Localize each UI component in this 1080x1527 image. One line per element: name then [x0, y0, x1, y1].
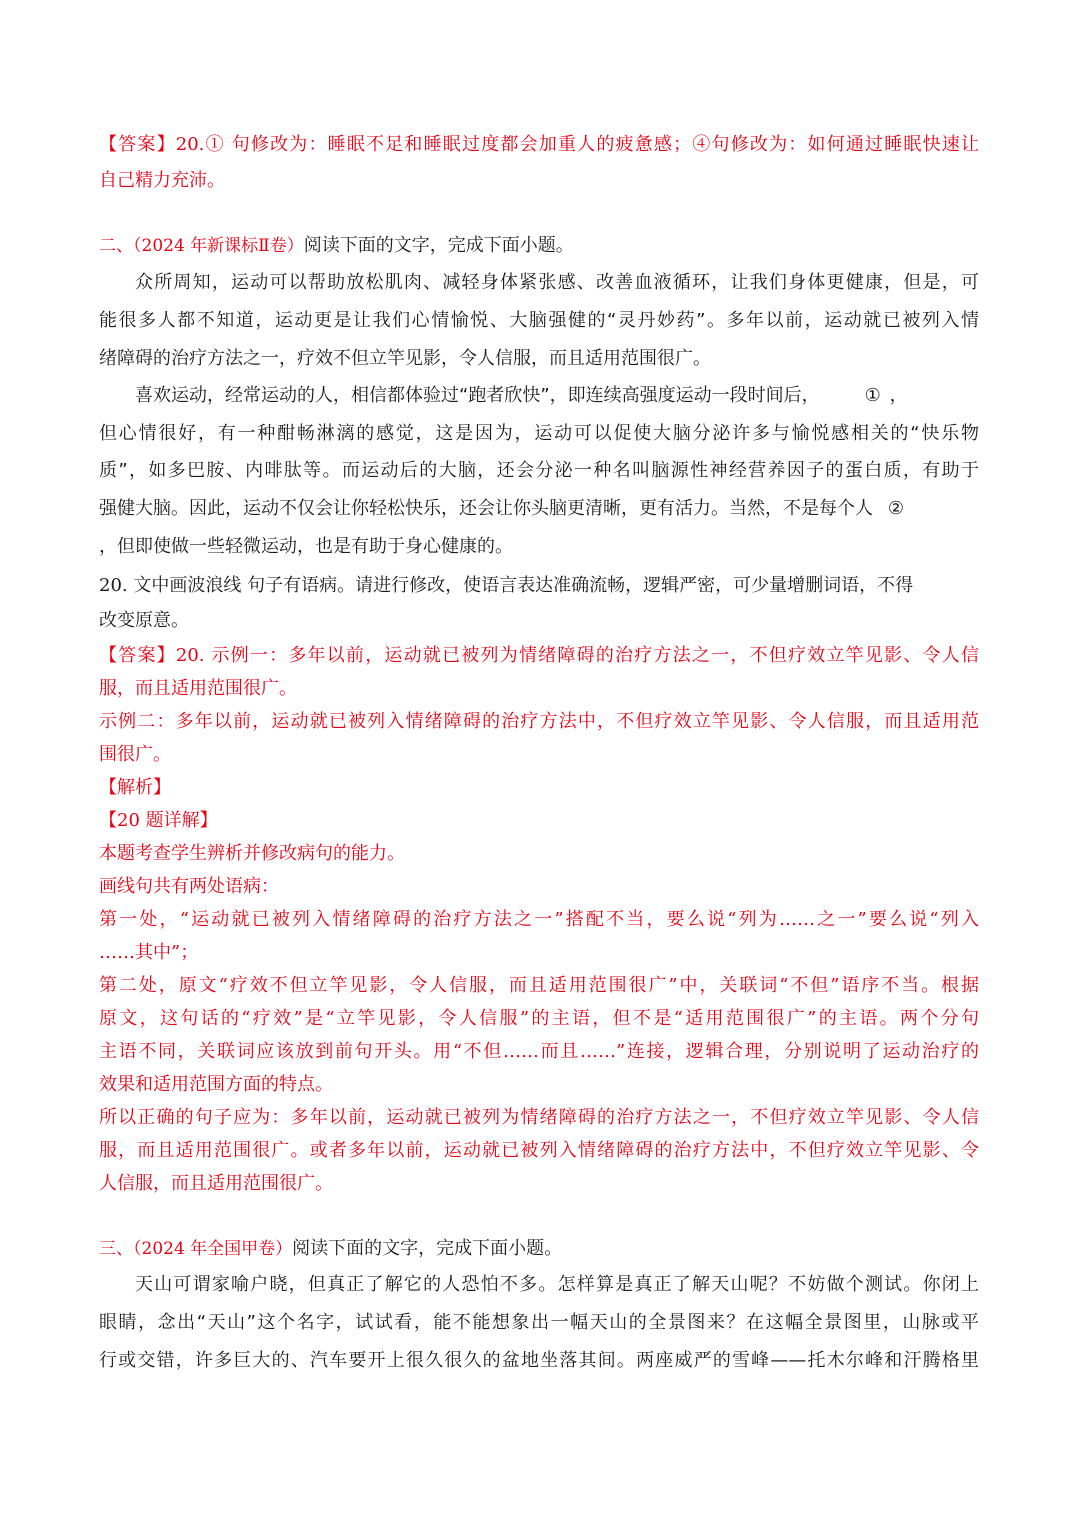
passage-2-p2-line-4-text: 强健大脑。因此，运动不仅会让你轻松快乐，还会让你头脑更清晰，更有活力。当然，不是每个人	[99, 498, 873, 519]
section-3-header	[99, 1234, 979, 1260]
passage-2-p2-line-2: 但心情很好，有一种酣畅淋漓的感觉，这是因为，运动可以促使大脑分泌许多与愉悦感相关的“快乐物	[99, 423, 979, 444]
answer-line-3: 示例二：多年以前，运动就已被列入情绪障碍的治疗方法中，不但疗效立竿见影、令人信服，而且适用范	[99, 711, 979, 732]
prev-answer-line-2: 自己精力充沛。	[99, 170, 225, 191]
section-2-instruction: 阅读下面的文字，完成下面小题。	[303, 235, 574, 256]
passage-3-line-2: 眼睛，念出“天山”这个名字，试试看，能不能想象出一幅天山的全景图来？在这幅全景图里，山脉或平	[99, 1312, 979, 1333]
passage-2-p2-line-5: ，但即使做一些轻微运动，也是有助于身心健康的。	[99, 536, 513, 557]
answer-line-4: 围很广。	[99, 744, 171, 765]
passage-2-p1-line-2: 能很多人都不知道，运动更是让我们心情愉悦、大脑强健的“灵丹妙药”。多年以前，运动就已被列入情	[99, 310, 979, 331]
blank-1: ①	[864, 385, 881, 406]
analysis-line-10: 服，而且适用范围很广。或者多年以前，运动就已被列入情绪障碍的治疗方法中，不但疗效立竿见影、令	[99, 1140, 979, 1161]
analysis-heading: 【解析】	[99, 777, 171, 798]
passage-2-p1-line-1: 众所周知，运动可以帮助放松肌肉、减轻身体紧张感、改善血液循环，让我们身体更健康，但是，可	[135, 272, 979, 293]
analysis-line-8: 效果和适用范围方面的特点。	[99, 1074, 333, 1095]
analysis-line-3: 第一处，“运动就已被列入情绪障碍的治疗方法之一”搭配不当，要么说“列为……之一”要么说“列入	[99, 909, 979, 930]
question-20-line-2: 改变原意。	[99, 610, 189, 631]
analysis-line-6: 原文，这句话的“疗效”是“立竿见影，令人信服”的主语，但不是“适用范围很广”的主语。两个分句	[99, 1008, 979, 1029]
answer-line-1: 【答案】20. 示例一：多年以前，运动就已被列为情绪障碍的治疗方法之一，不但疗效立竿见影、令人信	[99, 645, 979, 666]
analysis-line-1: 本题考查学生辨析并修改病句的能力。	[99, 843, 405, 864]
analysis-line-5: 第二处，原文“疗效不但立竿见影，令人信服，而且适用范围很广”中，关联词“不但”语序不当。根据	[99, 975, 979, 996]
passage-3-line-3: 行或交错，许多巨大的、汽车要开上很久很久的盆地坐落其间。两座威严的雪峰——托木尔峰和汗腾格里	[99, 1350, 979, 1371]
analysis-line-2: 画线句共有两处语病：	[99, 876, 279, 897]
analysis-line-4: ……其中”；	[99, 942, 199, 963]
passage-2-p2-line-1	[99, 381, 979, 407]
passage-2-p2-line-1-text: 喜欢运动，经常运动的人，相信都体验过“跑者欣快”，即连续高强度运动一段时间后，	[135, 385, 820, 406]
question-20-line-1: 20. 文中画波浪线 句子有语病。请进行修改，使语言表达准确流畅，逻辑严密，可少量增删词语，不得	[99, 575, 914, 596]
section-3-number: 三、	[99, 1239, 133, 1259]
analysis-line-9: 所以正确的句子应为：多年以前，运动就已被列为情绪障碍的治疗方法之一，不但疗效立竿见影、令人信	[99, 1107, 979, 1128]
section-3-instruction: 阅读下面的文字，完成下面小题。	[292, 1238, 563, 1259]
passage-3-line-1: 天山可谓家喻户晓，但真正了解它的人恐怕不多。怎样算是真正了解天山呢？不妨做个测试。你闭上	[135, 1274, 979, 1295]
section-3-source: （2024 年全国甲卷）	[133, 1239, 293, 1259]
passage-2-p2-line-3: 质”，如多巴胺、内啡肽等。而运动后的大脑，还会分泌一种名叫脑源性神经营养因子的蛋白质，有助于	[99, 460, 979, 481]
passage-2-p1-line-3: 绪障碍的治疗方法之一，疗效不但立竿见影，令人信服，而且适用范围很广。	[99, 348, 711, 369]
analysis-line-7: 主语不同，关联词应该放到前句开头。用“不但……而且……”连接，逻辑合理，分别说明了运动治疗的	[99, 1041, 979, 1062]
section-2-number: 二、	[99, 236, 133, 256]
section-2-source: （2024 年新课标Ⅱ卷）	[133, 236, 304, 256]
prev-answer-line-1: 【答案】20.① 句修改为：睡眠不足和睡眠过度都会加重人的疲惫感；④句修改为：如何通过睡眠快速让	[99, 134, 979, 155]
detail-heading: 【20 题详解】	[99, 810, 218, 831]
section-2-header	[99, 231, 979, 257]
answer-line-2: 服，而且适用范围很广。	[99, 678, 297, 699]
analysis-line-11: 人信服，而且适用范围很广。	[99, 1173, 333, 1194]
passage-2-p2-line-1-end: ，	[889, 385, 908, 406]
passage-2-p2-line-4	[99, 494, 979, 520]
blank-2: ②	[887, 498, 905, 519]
